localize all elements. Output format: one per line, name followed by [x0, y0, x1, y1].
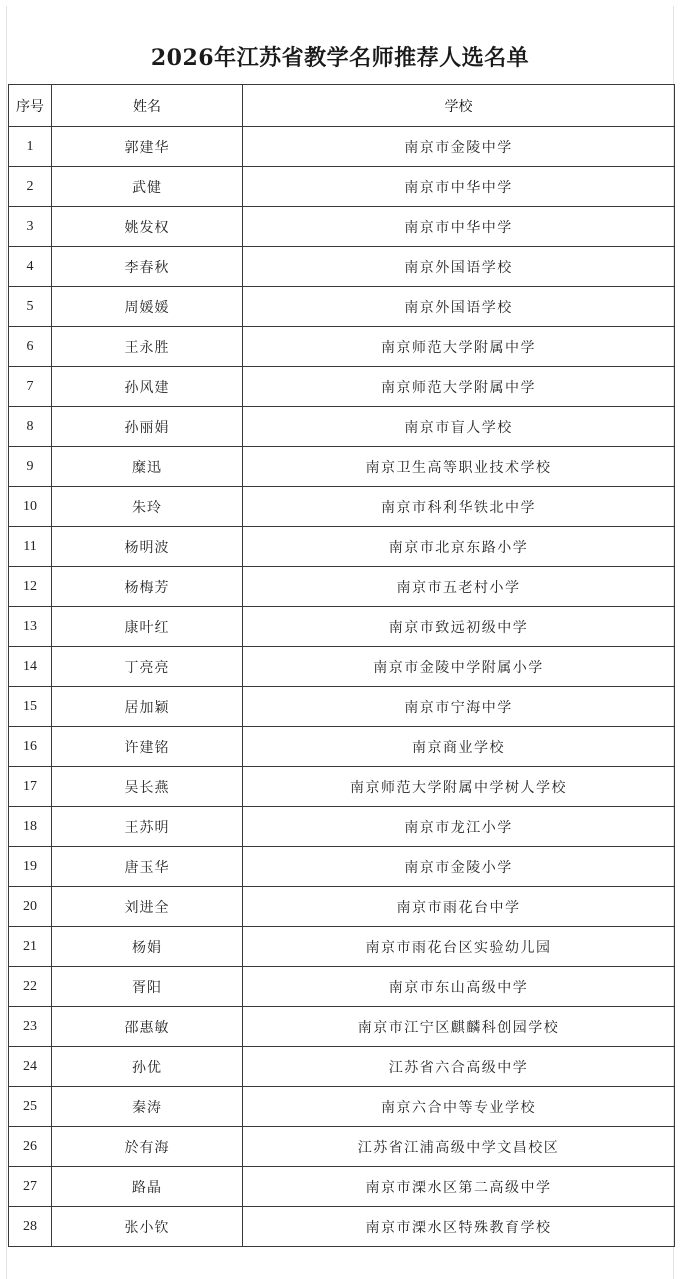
- row-name-cell: 胥阳: [52, 967, 243, 1007]
- table-row: [9, 167, 675, 207]
- row-name-cell: 武健: [52, 167, 243, 207]
- table-row: [9, 727, 675, 767]
- table-row: [9, 1087, 675, 1127]
- table-row: [9, 1007, 675, 1047]
- row-name-cell: 孙优: [52, 1047, 243, 1087]
- row-name-cell: 杨梅芳: [52, 567, 243, 607]
- row-school-cell: 南京市金陵小学: [243, 847, 675, 887]
- row-school-cell: 南京市溧水区第二高级中学: [243, 1167, 675, 1207]
- row-name-cell: 李春秋: [52, 247, 243, 287]
- row-index-cell: 2: [9, 167, 52, 207]
- row-name-cell: 杨娟: [52, 927, 243, 967]
- row-index-cell: 3: [9, 207, 52, 247]
- row-index-cell: 10: [9, 487, 52, 527]
- row-index-cell: 9: [9, 447, 52, 487]
- row-index-cell: 26: [9, 1127, 52, 1167]
- row-index-cell: 21: [9, 927, 52, 967]
- row-school-cell: 江苏省六合高级中学: [243, 1047, 675, 1087]
- row-school-cell: 南京师范大学附属中学树人学校: [243, 767, 675, 807]
- table-row: [9, 447, 675, 487]
- column-header-name: 姓名: [52, 85, 243, 127]
- document-title: 2026年江苏省教学名师推荐人选名单: [150, 44, 530, 71]
- table-row: [9, 527, 675, 567]
- table-row: [9, 887, 675, 927]
- table-row: [9, 927, 675, 967]
- table-row: [9, 367, 675, 407]
- table-row: [9, 207, 675, 247]
- row-name-cell: 路晶: [52, 1167, 243, 1207]
- row-name-cell: 姚发权: [52, 207, 243, 247]
- table-row: [9, 687, 675, 727]
- row-school-cell: 南京市江宁区麒麟科创园学校: [243, 1007, 675, 1047]
- table-body: [9, 127, 675, 1247]
- table-row: [9, 1127, 675, 1167]
- row-index-cell: 12: [9, 567, 52, 607]
- row-name-cell: 孙丽娟: [52, 407, 243, 447]
- row-name-cell: 王永胜: [52, 327, 243, 367]
- row-name-cell: 糜迅: [52, 447, 243, 487]
- row-school-cell: 南京市雨花台中学: [243, 887, 675, 927]
- row-name-cell: 居加颖: [52, 687, 243, 727]
- row-name-cell: 孙风建: [52, 367, 243, 407]
- row-school-cell: 江苏省江浦高级中学文昌校区: [243, 1127, 675, 1167]
- row-index-cell: 7: [9, 367, 52, 407]
- row-index-cell: 24: [9, 1047, 52, 1087]
- row-name-cell: 杨明波: [52, 527, 243, 567]
- row-index-cell: 4: [9, 247, 52, 287]
- row-index-cell: 1: [9, 127, 52, 167]
- table-row: [9, 767, 675, 807]
- row-index-cell: 20: [9, 887, 52, 927]
- row-name-cell: 王苏明: [52, 807, 243, 847]
- row-index-cell: 13: [9, 607, 52, 647]
- row-index-cell: 6: [9, 327, 52, 367]
- row-index-cell: 28: [9, 1207, 52, 1247]
- row-index-cell: 15: [9, 687, 52, 727]
- table-row: [9, 807, 675, 847]
- row-school-cell: 南京市金陵中学附属小学: [243, 647, 675, 687]
- row-name-cell: 张小钦: [52, 1207, 243, 1247]
- row-index-cell: 18: [9, 807, 52, 847]
- table-row: [9, 127, 675, 167]
- row-index-cell: 11: [9, 527, 52, 567]
- row-school-cell: 南京市致远初级中学: [243, 607, 675, 647]
- row-school-cell: 南京市科利华铁北中学: [243, 487, 675, 527]
- row-name-cell: 许建铭: [52, 727, 243, 767]
- table-row: [9, 247, 675, 287]
- nominee-table: [8, 84, 675, 1247]
- table-row: [9, 407, 675, 447]
- row-school-cell: 南京市东山高级中学: [243, 967, 675, 1007]
- row-name-cell: 康叶红: [52, 607, 243, 647]
- table-row: [9, 487, 675, 527]
- row-name-cell: 刘进全: [52, 887, 243, 927]
- row-school-cell: 南京六合中等专业学校: [243, 1087, 675, 1127]
- row-name-cell: 秦涛: [52, 1087, 243, 1127]
- row-index-cell: 19: [9, 847, 52, 887]
- table-row: [9, 287, 675, 327]
- row-school-cell: 南京市雨花台区实验幼儿园: [243, 927, 675, 967]
- row-name-cell: 唐玉华: [52, 847, 243, 887]
- table-row: [9, 967, 675, 1007]
- row-school-cell: 南京市五老村小学: [243, 567, 675, 607]
- row-school-cell: 南京商业学校: [243, 727, 675, 767]
- table-row: [9, 1167, 675, 1207]
- table-row: [9, 847, 675, 887]
- row-school-cell: 南京市中华中学: [243, 167, 675, 207]
- row-school-cell: 南京师范大学附属中学: [243, 327, 675, 367]
- row-school-cell: 南京卫生高等职业技术学校: [243, 447, 675, 487]
- row-name-cell: 丁亮亮: [52, 647, 243, 687]
- row-index-cell: 8: [9, 407, 52, 447]
- row-index-cell: 5: [9, 287, 52, 327]
- table-row: [9, 567, 675, 607]
- row-name-cell: 於有海: [52, 1127, 243, 1167]
- row-school-cell: 南京市中华中学: [243, 207, 675, 247]
- column-header-index: 序号: [9, 85, 52, 127]
- row-school-cell: 南京外国语学校: [243, 287, 675, 327]
- row-index-cell: 16: [9, 727, 52, 767]
- row-school-cell: 南京市宁海中学: [243, 687, 675, 727]
- table-row: [9, 647, 675, 687]
- table-header-row: [9, 85, 675, 127]
- row-name-cell: 邵惠敏: [52, 1007, 243, 1047]
- table-row: [9, 607, 675, 647]
- row-school-cell: 南京市金陵中学: [243, 127, 675, 167]
- row-index-cell: 23: [9, 1007, 52, 1047]
- row-index-cell: 25: [9, 1087, 52, 1127]
- row-index-cell: 27: [9, 1167, 52, 1207]
- row-school-cell: 南京市溧水区特殊教育学校: [243, 1207, 675, 1247]
- row-school-cell: 南京师范大学附属中学: [243, 367, 675, 407]
- table-row: [9, 1047, 675, 1087]
- row-school-cell: 南京市北京东路小学: [243, 527, 675, 567]
- row-index-cell: 14: [9, 647, 52, 687]
- row-name-cell: 郭建华: [52, 127, 243, 167]
- table-row: [9, 1207, 675, 1247]
- row-school-cell: 南京市盲人学校: [243, 407, 675, 447]
- row-name-cell: 吴长燕: [52, 767, 243, 807]
- row-name-cell: 周媛媛: [52, 287, 243, 327]
- table-row: [9, 327, 675, 367]
- row-name-cell: 朱玲: [52, 487, 243, 527]
- row-school-cell: 南京外国语学校: [243, 247, 675, 287]
- row-school-cell: 南京市龙江小学: [243, 807, 675, 847]
- column-header-school: 学校: [243, 85, 675, 127]
- row-index-cell: 22: [9, 967, 52, 1007]
- row-index-cell: 17: [9, 767, 52, 807]
